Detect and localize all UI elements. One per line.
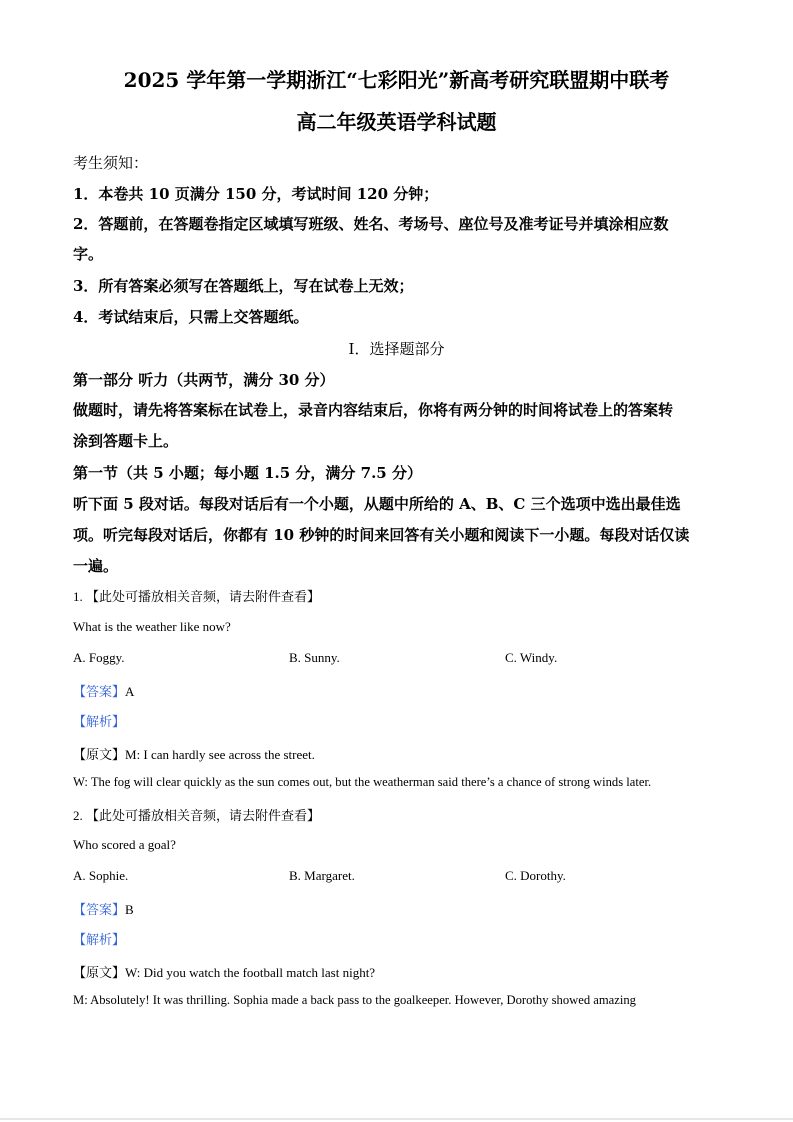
q2-transcript-1 [73, 962, 375, 981]
q1-option-c: C. Windy. [505, 650, 558, 665]
q1-transcript-line-1: M: I can hardly see across the street. [125, 747, 315, 762]
q1-analysis-label: 【解析】 [73, 714, 126, 729]
notice-item-2: 2．答题前，在答题卷指定区域填写班级、姓名、考场号、座位号及准考证号并填涂相应数 [73, 215, 669, 233]
q1-option-b: B. Sunny. [289, 650, 340, 665]
notice-item-4: 4．考试结束后，只需上交答题纸。 [73, 308, 309, 326]
q2-transcript-label: 【原文】 [73, 965, 126, 980]
q2-question: Who scored a goal? [73, 837, 176, 852]
notice-item-3: 3．所有答案必须写在答题纸上，写在试卷上无效； [73, 277, 414, 295]
q2-analysis-label: 【解析】 [73, 932, 126, 947]
notice-item-2-cont: 字。 [73, 245, 104, 263]
section-heading: Ⅰ．选择题部分 [348, 340, 445, 358]
q1-audio-note[interactable]: 1. 【此处可播放相关音频，请去附件查看】 [73, 589, 321, 604]
q1-answer-value: A [125, 684, 135, 699]
q2-answer-label: 【答案】 [73, 902, 126, 917]
q1-answer [73, 681, 134, 700]
part1-instruction-cont: 涂到答题卡上。 [73, 432, 179, 450]
q2-option-b: B. Margaret. [289, 868, 355, 883]
section1-instruction-3: 一遍。 [73, 557, 119, 575]
exam-title: 2025 学年第一学期浙江“七彩阳光”新高考研究联盟期中联考 [123, 68, 670, 92]
q1-question: What is the weather like now? [73, 619, 231, 634]
section1-instruction-2: 项。听完每段对话后，你都有 10 秒钟的时间来回答有关小题和阅读下一小题。每段对话仅读 [73, 526, 690, 544]
notice-heading: 考生须知： [73, 154, 149, 172]
part1-heading: 第一部分 听力（共两节，满分 30 分） [73, 371, 335, 389]
q1-transcript-label: 【原文】 [73, 747, 126, 762]
q1-transcript-2: W: The fog will clear quickly as the sun comes out, but the weatherman said there’s a chance of strong winds later. [73, 775, 652, 789]
page-bottom-rule [0, 1118, 793, 1120]
exam-subtitle: 高二年级英语学科试题 [296, 110, 497, 134]
q2-transcript-line-1: W: Did you watch the football match last night? [125, 965, 376, 980]
q2-audio-note[interactable]: 2. 【此处可播放相关音频，请去附件查看】 [73, 808, 321, 823]
q1-option-a: A. Foggy. [73, 650, 125, 665]
notice-item-1: 1．本卷共 10 页满分 150 分，考试时间 120 分钟； [73, 185, 439, 203]
q2-option-c: C. Dorothy. [505, 868, 566, 883]
section1-heading: 第一节（共 5 小题；每小题 1.5 分，满分 7.5 分） [73, 464, 422, 482]
q1-answer-label: 【答案】 [73, 684, 126, 699]
part1-instruction: 做题时，请先将答案标在试卷上，录音内容结束后，你将有两分钟的时间将试卷上的答案转 [73, 401, 674, 419]
q2-answer [73, 899, 134, 918]
q2-option-a: A. Sophie. [73, 868, 129, 883]
q2-transcript-2: M: Absolutely! It was thrilling. Sophia made a back pass to the goalkeeper. However, Dorothy showed amazing [73, 993, 636, 1007]
q1-transcript-1 [73, 744, 315, 763]
section1-instruction-1: 听下面 5 段对话。每段对话后有一个小题，从题中所给的 A、B、C 三个选项中选出最佳选 [73, 495, 681, 513]
q2-answer-value: B [125, 902, 134, 917]
